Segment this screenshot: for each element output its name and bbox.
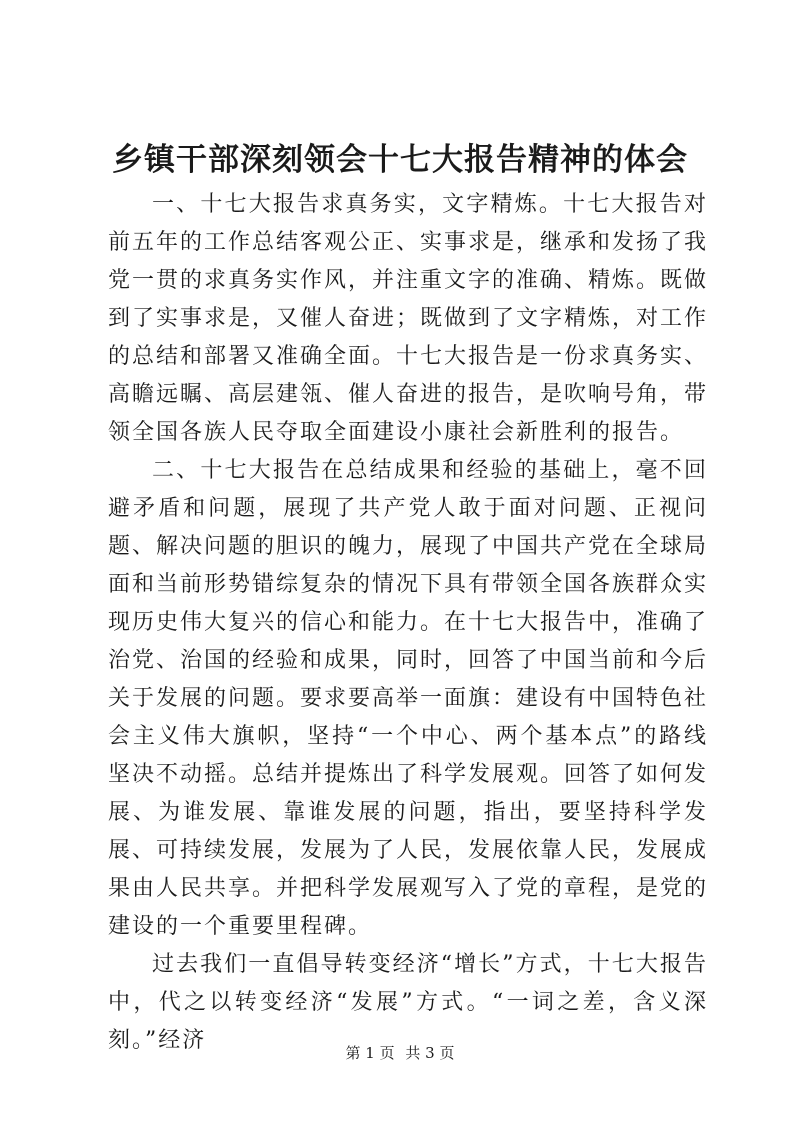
paragraph-3: 过去我们一直倡导转变经济“增长”方式，十七大报告中，代之以转变经济“发展”方式。“一词之差，含义深刻。”经济 [108,952,708,1053]
paragraph-1: 一、十七大报告求真务实，文字精炼。十七大报告对前五年的工作总结客观公正、实事求是，继承和发扬了我党一贯的求真务实作风，并注重文字的准确、精炼。既做到了实事求是，又催人奋进；既做到了文字精炼，对工作的总结和部署又准确全面。十七大报告是一份求真务实、高瞻远瞩、高层建瓴、催人奋进的报告，是吹响号角，带领全国各族人民夺取全面建设小康社会新胜利的报告。 [108,192,709,445]
document-body [108,186,708,1060]
page-number: 第 1 页 [345,1044,395,1062]
page-total: 共 3 页 [405,1044,455,1062]
paragraph-2: 二、十七大报告在总结成果和经验的基础上，毫不回避矛盾和问题，展现了共产党人敢于面对问题、正视问题、解决问题的胆识的魄力，展现了中国共产党在全球局面和当前形势错综复杂的情况下具有带领全国各族群众实现历史伟大复兴的信心和能力。在十七大报告中，准确了治党、治国的经验和成果，同时，回答了中国当前和今后关于发展的问题。要求要高举一面旗：建设有中国特色社会主义伟大旗帜，坚持“一个中心、两个基本点”的路线坚决不动摇。总结并提炼出了科学发展观。回答了如何发展、为谁发展、靠谁发展的问题，指出，要坚持科学发展、可持续发展，发展为了人民，发展依靠人民，发展成果由人民共享。并把科学发展观写入了党的章程，是党的建设的一个重要里程碑。 [108,458,709,939]
page-footer [0,1043,800,1063]
document-title: 乡镇干部深刻领会十七大报告精神的体会 [112,142,688,178]
